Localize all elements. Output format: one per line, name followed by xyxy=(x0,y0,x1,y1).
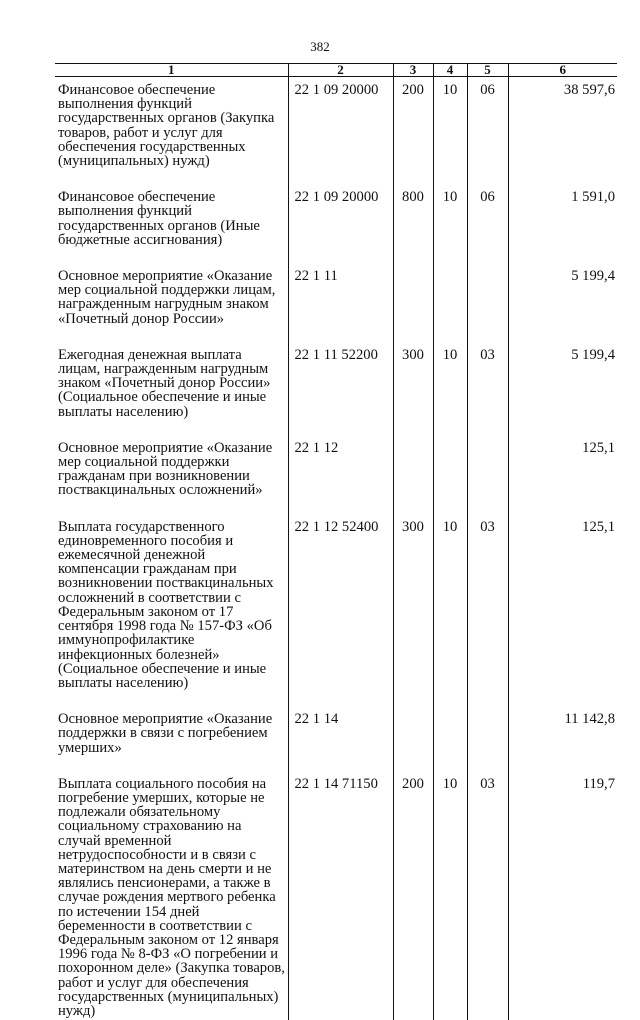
table-row xyxy=(55,514,617,706)
row-subsection-cell xyxy=(467,263,508,342)
row-subsection-cell: 03 xyxy=(467,514,508,706)
table-row xyxy=(55,435,617,514)
table-row xyxy=(55,263,617,342)
row-expense-type-cell: 300 xyxy=(393,342,433,435)
row-amount-cell: 125,1 xyxy=(508,514,617,706)
row-name-cell: Ежегодная денежная выплата лицам, награжденным нагрудным знаком «Почетный донор России» (Социальное обеспечение и иные выплаты населению) xyxy=(58,346,271,420)
row-expense-type-cell xyxy=(393,706,433,771)
row-amount-cell: 11 142,8 xyxy=(508,706,617,771)
row-expense-type-cell: 300 xyxy=(393,514,433,706)
row-code-cell: 22 1 14 71150 xyxy=(288,771,393,1020)
row-expense-type-cell xyxy=(393,263,433,342)
row-section-cell: 10 xyxy=(433,342,467,435)
row-section-cell xyxy=(433,263,467,342)
header-col-2: 2 xyxy=(288,64,393,77)
row-amount-cell: 5 199,4 xyxy=(508,342,617,435)
row-name-cell: Выплата социального пособия на погребение умерших, которые не подлежали обязательному социальному страхованию на случай временной нетрудоспособности и в связи с материнством на день смерти и не являлись пенсионерами, а также в случае рождения мертвого ребенка по истечении 154 дней беременности в соответствии с Федеральным законом от 12 января 1996 года № 8-ФЗ «О погребении и похоронном деле» (Закупка товаров, работ и услуг для обеспечения государственных (муниципальных) нужд) xyxy=(58,775,285,1019)
page-number: 382 xyxy=(310,39,330,54)
row-section-cell: 10 xyxy=(433,771,467,1020)
row-name-cell: Основное мероприятие «Оказание мер социальной поддержки лицам, награжденным нагрудным знаком «Почетный донор России» xyxy=(58,268,276,327)
budget-table xyxy=(55,63,617,1020)
row-expense-type-cell: 800 xyxy=(393,184,433,263)
row-section-cell xyxy=(433,706,467,771)
row-subsection-cell: 03 xyxy=(467,342,508,435)
row-amount-cell: 5 199,4 xyxy=(508,263,617,342)
row-amount-cell: 1 591,0 xyxy=(508,184,617,263)
row-name-cell: Выплата государственного единовременного пособия и ежемесячной денежной компенсации гражданам при возникновении поствакцинальных осложнений в соответствии с Федеральным законом от 17 сентября 1998 года № 157-ФЗ «Об иммунопрофилактике инфекционных болезней» (Социальное обеспечение и иные выплаты населению) xyxy=(58,518,274,691)
table-header-row xyxy=(55,64,617,77)
table-row xyxy=(55,184,617,263)
row-subsection-cell xyxy=(467,706,508,771)
row-subsection-cell xyxy=(467,435,508,514)
header-col-1: 1 xyxy=(55,64,288,77)
row-name-cell: Основное мероприятие «Оказание поддержки в связи с погребением умерших» xyxy=(58,711,273,756)
table-row xyxy=(55,771,617,1020)
row-expense-type-cell: 200 xyxy=(393,771,433,1020)
row-subsection-cell: 03 xyxy=(467,771,508,1020)
header-col-3: 3 xyxy=(393,64,433,77)
row-section-cell: 10 xyxy=(433,184,467,263)
row-section-cell: 10 xyxy=(433,77,467,185)
header-col-6: 6 xyxy=(508,64,617,77)
row-code-cell: 22 1 09 20000 xyxy=(288,77,393,185)
row-code-cell: 22 1 14 xyxy=(288,706,393,771)
table-row xyxy=(55,706,617,771)
row-code-cell: 22 1 11 xyxy=(288,263,393,342)
row-name-cell: Финансовое обеспечение выполнения функций государственных органов (Закупка товаров, работ и услуг для обеспечения государственных (муниципальных) нужд) xyxy=(58,82,275,170)
header-col-5: 5 xyxy=(467,64,508,77)
row-code-cell: 22 1 12 xyxy=(288,435,393,514)
row-code-cell: 22 1 09 20000 xyxy=(288,184,393,263)
row-amount-cell: 119,7 xyxy=(508,771,617,1020)
row-code-cell: 22 1 11 52200 xyxy=(288,342,393,435)
row-section-cell: 10 xyxy=(433,514,467,706)
row-name-cell: Основное мероприятие «Оказание мер социальной поддержки гражданам при возникновении поствакцинальных осложнений» xyxy=(58,439,273,499)
header-col-4: 4 xyxy=(433,64,467,77)
row-section-cell xyxy=(433,435,467,514)
table-row xyxy=(55,342,617,435)
row-expense-type-cell: 200 xyxy=(393,77,433,185)
row-amount-cell: 38 597,6 xyxy=(508,77,617,185)
row-subsection-cell: 06 xyxy=(467,184,508,263)
row-amount-cell: 125,1 xyxy=(508,435,617,514)
table-row xyxy=(55,77,617,185)
row-name-cell: Финансовое обеспечение выполнения функций государственных органов (Иные бюджетные ассигнования) xyxy=(58,189,260,248)
row-code-cell: 22 1 12 52400 xyxy=(288,514,393,706)
row-expense-type-cell xyxy=(393,435,433,514)
row-subsection-cell: 06 xyxy=(467,77,508,185)
